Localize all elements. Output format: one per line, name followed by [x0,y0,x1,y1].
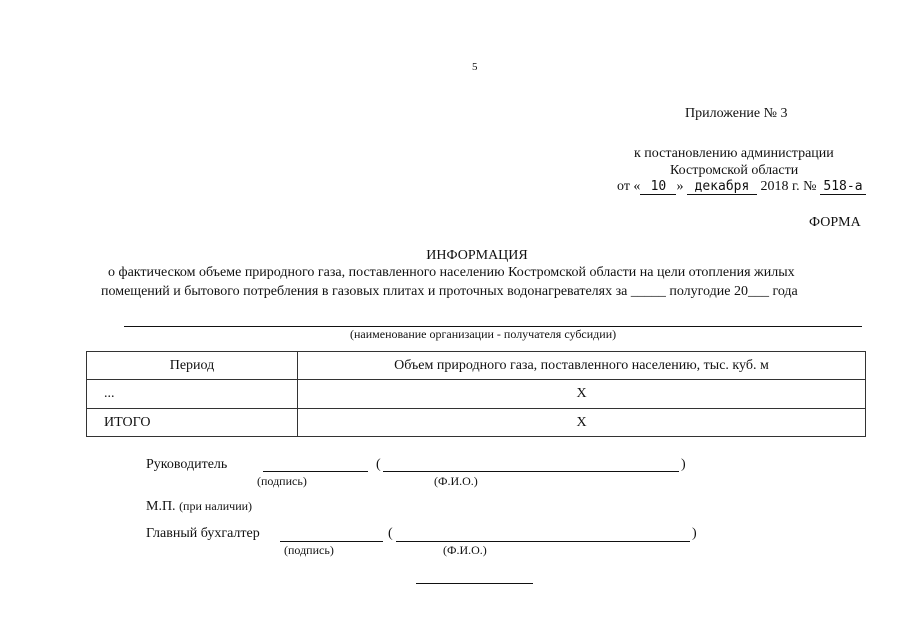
total-value: X [298,409,866,437]
forma-label: ФОРМА [809,215,861,230]
stamp-text: М.П. [146,499,176,514]
header-period: Период [87,352,298,380]
header-volume: Объем природного газа, поставленного населению, тыс. куб. м [298,352,866,380]
head-label: Руководитель [146,457,228,472]
accountant-open-paren: ( [388,526,393,541]
accountant-sign-caption: (подпись) [284,543,334,557]
accountant-signature-line [280,541,383,542]
decree-number: 518-а [820,180,866,195]
date-sep: » [676,179,684,194]
stamp-label [146,499,252,515]
stamp-note: (при наличии) [179,499,253,513]
gas-volume-table [86,351,866,437]
date-month: декабря [687,180,757,195]
head-fio-line [383,471,679,472]
annex-line2: Костромской области [670,163,799,178]
annex-line1: к постановлению администрации [634,146,834,161]
head-open-paren: ( [376,457,381,472]
head-signature-line [263,471,368,472]
accountant-fio-caption: (Ф.И.О.) [443,543,487,557]
head-sign-caption: (подпись) [257,474,307,488]
row-value: X [298,380,866,409]
total-label: ИТОГО [87,409,298,437]
date-year: 2018 г. № [760,179,817,194]
page-number: 5 [472,61,478,73]
accountant-fio-line [396,541,690,542]
table-header-row [87,352,866,380]
head-fio-caption: (Ф.И.О.) [434,474,478,488]
head-close-paren: ) [681,457,686,472]
date-day: 10 [640,180,676,195]
table-row-total [87,409,866,437]
row-period: ... [87,380,298,409]
annex-title: Приложение № 3 [685,106,788,121]
org-caption: (наименование организации - получателя субсидии) [350,327,617,341]
annex-date-line [617,179,866,195]
table-row [87,380,866,409]
accountant-label: Главный бухгалтер [146,526,260,541]
heading-line2: помещений и бытового потребления в газовых плитах и проточных водонагревателях за _____ полугодие 20___ года [101,284,798,299]
heading-line1: о фактическом объеме природного газа, поставленного населению Костромской области на цели отопления жилых [108,265,795,280]
end-divider [416,583,533,584]
heading-title: ИНФОРМАЦИЯ [426,248,528,263]
date-prefix: от « [617,179,641,194]
accountant-close-paren: ) [692,526,697,541]
